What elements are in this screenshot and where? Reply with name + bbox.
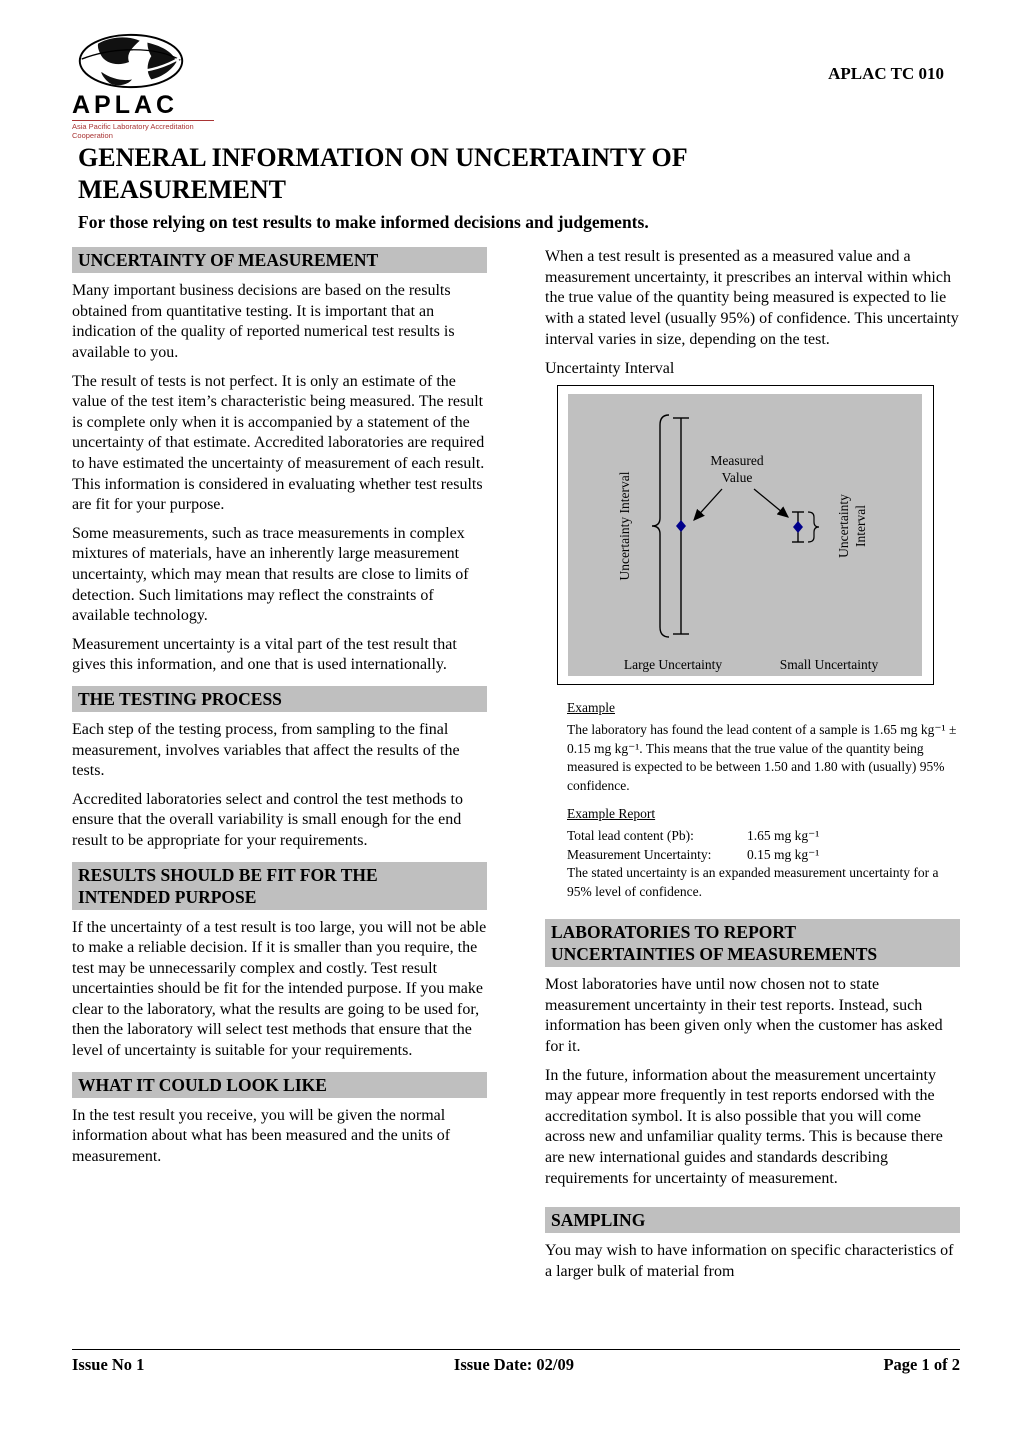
report-label: Total lead content (Pb): bbox=[567, 828, 694, 844]
document-reference: APLAC TC 010 bbox=[828, 64, 944, 83]
section-laboratories-to-report bbox=[545, 919, 960, 1189]
section-sampling bbox=[545, 1207, 960, 1282]
example-block bbox=[567, 699, 960, 901]
section-what-it-could-look-like bbox=[72, 1072, 487, 1168]
paragraph: You may wish to have information on specific characteristics of a larger bulk of material from bbox=[545, 1242, 954, 1280]
section-fit-for-purpose bbox=[72, 862, 487, 1062]
paragraph: If the uncertainty of a test result is too large, you will not be able to make a reliable decision. If it is smaller than you require, the test may be unnecessarily complex and costly. Test result uncertainties should be fit for the intended purpose. If you make clear to the laboratory, what the results are going to be used for, then the laboratory will select test methods that ensure that the level of uncertainty is suitable for your requirements. bbox=[72, 918, 487, 1060]
measured-value-label: Measured bbox=[710, 453, 764, 469]
section-heading bbox=[72, 862, 487, 910]
large-interval-axis-label: Uncertainty Interval bbox=[617, 471, 632, 581]
figure-caption: Uncertainty Interval bbox=[545, 360, 675, 378]
example-report-heading: Example Report bbox=[567, 806, 656, 822]
report-note: The stated uncertainty is an expanded measurement uncertainty for a 95% level of confidence. bbox=[567, 865, 939, 899]
section-testing-process bbox=[72, 686, 487, 852]
section-heading: THE TESTING PROCESS bbox=[72, 686, 487, 712]
small-uncertainty-label: Small Uncertainty bbox=[779, 657, 879, 673]
report-row bbox=[567, 846, 960, 865]
example-text: The laboratory has found the lead content of a sample is 1.65 mg kg⁻¹ ± 0.15 mg kg⁻¹. This means that the true value of the quantity being measured is expected to be between 1.50 and 1.80 with (usually) 95% confidence. bbox=[567, 722, 957, 793]
left-column bbox=[72, 247, 487, 1290]
uncertainty-interval-diagram bbox=[557, 385, 934, 685]
footer-page-number: Page 1 of 2 bbox=[883, 1355, 960, 1374]
small-interval-axis-label: Interval bbox=[853, 505, 868, 548]
footer-issue-no: Issue No 1 bbox=[72, 1355, 145, 1374]
section-heading-text: RESULTS SHOULD BE FIT FOR THE INTENDED PURPOSE bbox=[78, 864, 378, 907]
report-value: 0.15 mg kg⁻¹ bbox=[747, 846, 820, 862]
small-interval-axis-label: Uncertainty bbox=[836, 494, 851, 559]
paragraph: In the test result you receive, you will be given the normal information about what has been measured and the units of measurement. bbox=[72, 1106, 451, 1165]
paragraph: Measurement uncertainty is a vital part of the test result that gives this information, and one that is used internationally. bbox=[72, 635, 457, 674]
report-value: 1.65 mg kg⁻¹ bbox=[747, 828, 820, 844]
section-uncertainty-of-measurement bbox=[72, 247, 487, 676]
section-heading: UNCERTAINTY OF MEASUREMENT bbox=[72, 247, 487, 273]
paragraph: Many important business decisions are based on the results obtained from quantitative testing. It is important that an indication of the quality of reported numerical test results is available to you. bbox=[72, 282, 455, 362]
report-row bbox=[567, 827, 960, 846]
section-heading bbox=[545, 919, 960, 967]
paragraph: When a test result is presented as a measured value and a measurement uncertainty, it prescribes an interval within which the true value of the quantity being measured is expected to lie with a stated level (usually 95%) of confidence. This uncertainty interval varies in size, depending on the test. bbox=[545, 248, 959, 348]
paragraph: Most laboratories have until now chosen not to state measurement uncertainty in their test reports. Instead, such information has been given only when the customer has asked for it. bbox=[545, 976, 943, 1055]
aplac-logo bbox=[72, 32, 214, 140]
right-column bbox=[545, 247, 960, 1290]
section-heading-text: LABORATORIES TO REPORT UNCERTAINTIES OF MEASUREMENTS bbox=[551, 922, 878, 965]
paragraph: The result of tests is not perfect. It is only an estimate of the value of the test item’s characteristic being measured. The result is complete only when it is accompanied by a statement of the uncertainty of that estimate. Accredited laboratories are required to have estimated the uncertainty of measurement of each result. This information is considered in evaluating whether test results are fit for your purpose. bbox=[72, 372, 485, 514]
page-footer bbox=[72, 1349, 960, 1375]
paragraph: In the future, information about the measurement uncertainty may appear more frequently in test reports endorsed with the accreditation symbol. It is also possible that you will come across new and unfamiliar quality terms. This is because there are new international guides and standards describing requirements for uncertainty of measurement. bbox=[545, 1066, 943, 1187]
document-subtitle: For those relying on test results to make informed decisions and judgements. bbox=[78, 212, 649, 233]
page-header bbox=[72, 32, 960, 140]
large-uncertainty-label: Large Uncertainty bbox=[623, 657, 723, 673]
aplac-logo-wordmark: APLAC bbox=[72, 91, 179, 119]
paragraph: Each step of the testing process, from sampling to the final measurement, involves variables that affect the results of the tests. bbox=[72, 720, 460, 780]
paragraph: Accredited laboratories select and control the test methods to ensure that the overall variability is small enough for the end result to be appropriate for your requirements. bbox=[72, 790, 463, 849]
section-heading: SAMPLING bbox=[545, 1207, 960, 1233]
document-title: GENERAL INFORMATION ON UNCERTAINTY OF MEASUREMENT bbox=[78, 143, 687, 205]
measured-value-label: Value bbox=[721, 470, 753, 486]
example-heading: Example bbox=[567, 700, 615, 716]
two-column-layout bbox=[72, 247, 960, 1290]
report-label: Measurement Uncertainty: bbox=[567, 846, 712, 862]
aplac-logo-tagline: Asia Pacific Laboratory Accreditation Cooperation bbox=[72, 120, 214, 140]
globe-icon bbox=[72, 32, 190, 90]
footer-issue-date: Issue Date: 02/09 bbox=[453, 1355, 574, 1374]
paragraph: Some measurements, such as trace measurements in complex mixtures of materials, have an inherently large measurement uncertainty, which may mean that results are close to limits of detection. Such limitations may reflect the constraints of available technology. bbox=[72, 524, 469, 625]
section-heading: WHAT IT COULD LOOK LIKE bbox=[72, 1072, 487, 1098]
title-block bbox=[72, 142, 960, 233]
